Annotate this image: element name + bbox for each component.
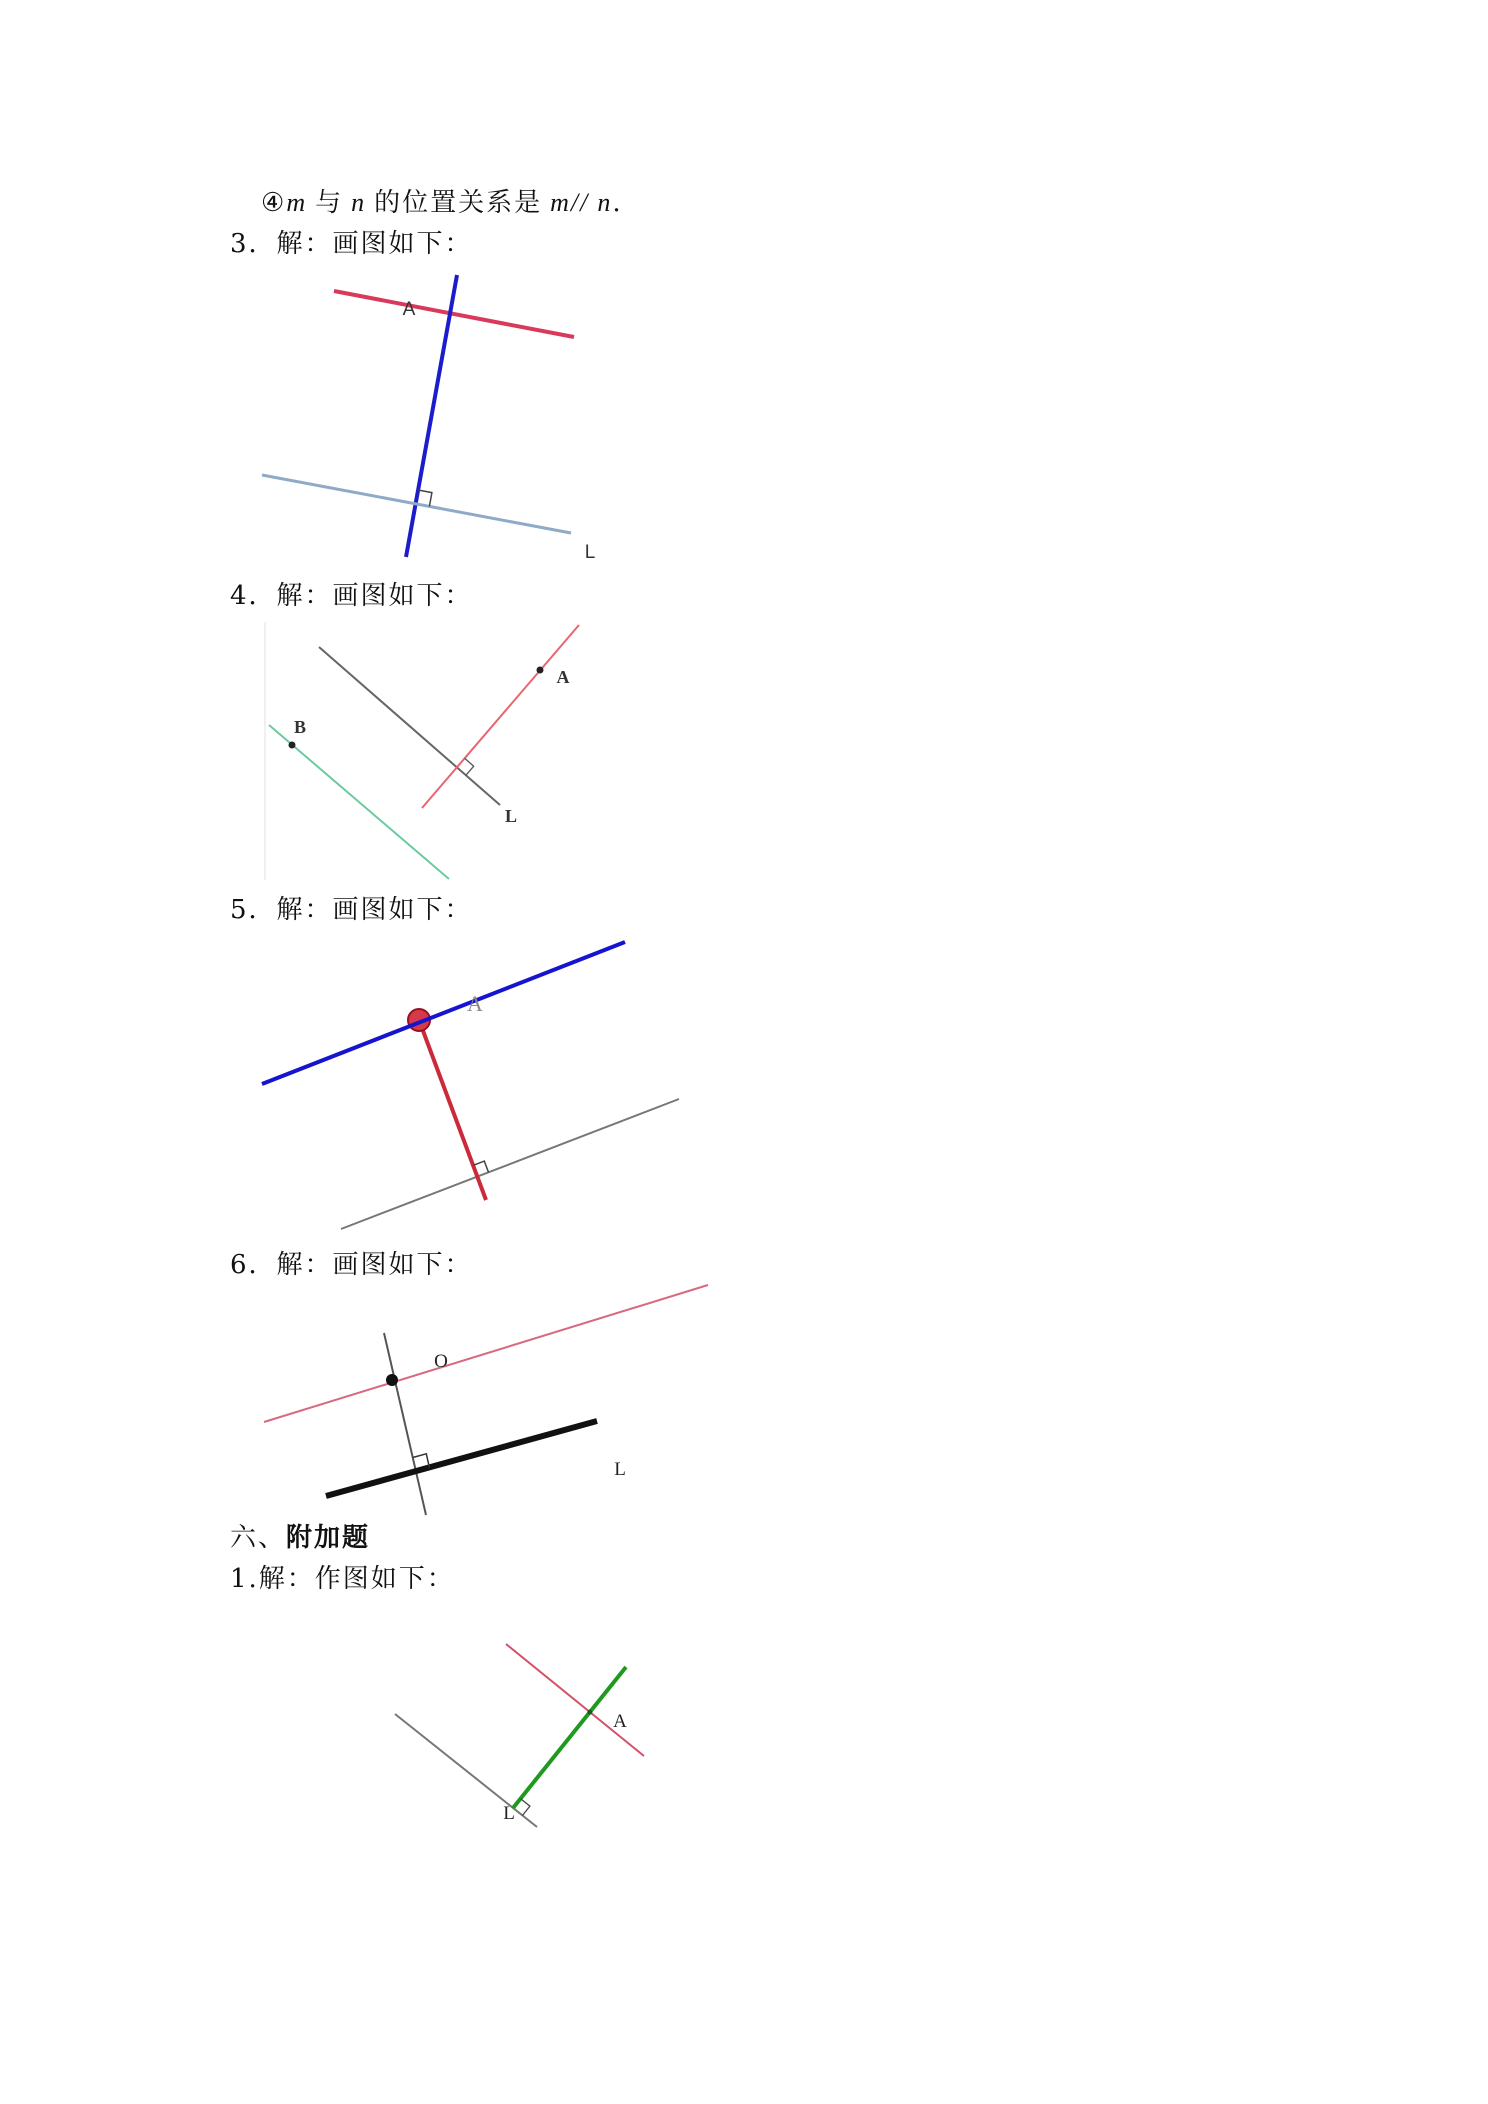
- gray-line-l: [395, 1714, 537, 1827]
- var-m: m: [286, 188, 308, 217]
- text-relation: 的位置关系是: [374, 188, 543, 218]
- var-n: n: [351, 188, 367, 217]
- point-a: [537, 667, 544, 674]
- point-o: [386, 1374, 398, 1386]
- label-l: L: [614, 1459, 626, 1480]
- pink-line-through-a: [506, 1644, 644, 1756]
- label-a: A: [467, 991, 483, 1016]
- right-angle-mark: [521, 1799, 530, 1816]
- parallel-symbol: //: [570, 188, 590, 217]
- blue-parallel-line: [262, 942, 625, 1084]
- pink-parallel-line: [264, 1285, 708, 1422]
- section-6-title: [230, 1523, 370, 1553]
- section-title: 附加题: [286, 1523, 371, 1553]
- label-l: L: [503, 1803, 515, 1824]
- label-l: L: [584, 542, 596, 563]
- label-a: A: [613, 1711, 627, 1732]
- figure-q3: [255, 268, 605, 568]
- label-l: L: [504, 806, 518, 826]
- circled-number-4: ④: [261, 188, 287, 218]
- green-perpendicular-line: [513, 1667, 626, 1808]
- text-and: 与: [315, 188, 344, 218]
- label-b: B: [293, 717, 307, 737]
- answer-4-relation-line: [261, 188, 623, 218]
- figure-q5: [260, 938, 685, 1233]
- q3-heading: 3．解：画图如下：: [230, 229, 473, 259]
- red-perpendicular-segment: [419, 1020, 486, 1200]
- label-a: A: [402, 299, 416, 320]
- q6-heading: 6．解：画图如下：: [230, 1250, 473, 1280]
- gray-perpendicular-line: [384, 1333, 426, 1515]
- label-o: O: [434, 1351, 448, 1372]
- q5-heading: 5．解：画图如下：: [230, 895, 473, 925]
- figure-q4: [262, 618, 592, 886]
- line-l: [262, 475, 571, 533]
- var-n: n: [597, 188, 613, 217]
- right-angle-mark: [465, 758, 474, 775]
- black-line-l: [326, 1421, 597, 1496]
- q4-heading: 4．解：画图如下：: [230, 581, 473, 611]
- var-m: m: [550, 188, 571, 217]
- line-l: [319, 647, 500, 805]
- section-number: 六、: [230, 1523, 287, 1553]
- label-a: A: [556, 667, 570, 687]
- figure-extra-1: [388, 1638, 653, 1833]
- point-a: [587, 1710, 592, 1715]
- red-perpendicular-line: [422, 625, 579, 808]
- green-parallel-line: [269, 725, 449, 879]
- period: .: [612, 188, 623, 218]
- extra-1-heading: 1.解：作图如下：: [230, 1564, 455, 1594]
- point-b: [289, 742, 296, 749]
- gray-line-l: [341, 1099, 679, 1229]
- figure-q6: [260, 1280, 715, 1520]
